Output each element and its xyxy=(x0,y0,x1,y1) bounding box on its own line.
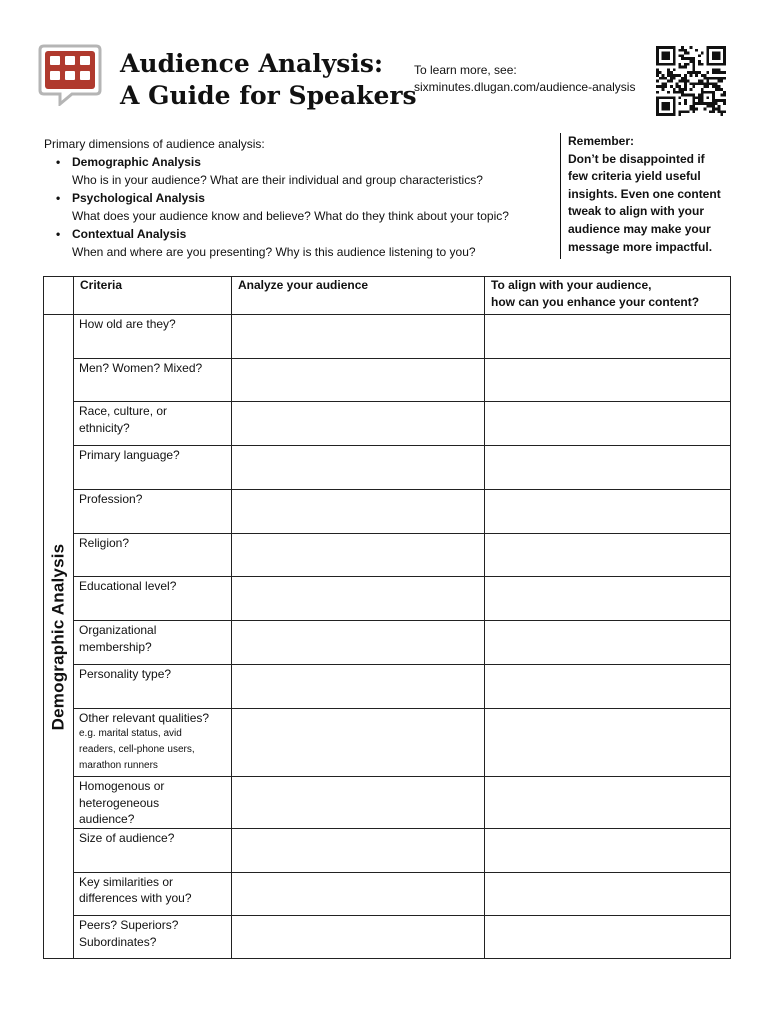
analyze-cell[interactable] xyxy=(232,709,483,776)
criteria-text: audience? xyxy=(79,812,135,827)
criteria-text: How old are they? xyxy=(79,317,176,331)
analyze-header-line: Analyze your audience xyxy=(238,278,369,292)
criteria-note: marathon runners xyxy=(79,760,158,772)
analyze-cell[interactable] xyxy=(232,446,483,488)
criteria-cell xyxy=(79,830,229,847)
criteria-text: Religion? xyxy=(79,535,130,550)
dimension-description: Who is in your audience? What are their individual and group characteristics? xyxy=(72,173,483,187)
analyze-cell[interactable] xyxy=(232,534,483,576)
criteria-cell xyxy=(79,316,229,333)
dimension-item xyxy=(44,153,554,189)
remember-line: audience may make your xyxy=(568,221,711,236)
analyze-cell[interactable] xyxy=(232,402,483,444)
dimension-description: When and where are you presenting? Why is this audience listening to you? xyxy=(72,245,476,259)
criteria-cell xyxy=(79,666,229,683)
remember-line: insights. Even one content xyxy=(568,186,721,201)
enhance-cell[interactable] xyxy=(485,446,730,488)
criteria-cell xyxy=(79,778,229,828)
column-divider xyxy=(73,276,74,959)
criteria-text: Other relevant qualities? xyxy=(79,710,210,725)
analyze-cell[interactable] xyxy=(232,873,483,915)
criteria-text: Organizational xyxy=(79,623,157,638)
enhance-cell[interactable] xyxy=(485,577,730,619)
enhance-cell[interactable] xyxy=(485,665,730,707)
dimensions-intro: Primary dimensions of audience analysis: xyxy=(44,137,265,151)
remember-line: few criteria yield useful xyxy=(568,169,701,184)
analyze-cell[interactable] xyxy=(232,359,483,401)
learn-more-label: To learn more, see: xyxy=(414,63,517,77)
bullet-icon: • xyxy=(56,191,61,205)
criteria-text: membership? xyxy=(79,639,152,654)
remember-title: Remember: xyxy=(568,134,635,148)
criteria-text: Men? Women? Mixed? xyxy=(79,360,203,375)
enhance-cell[interactable] xyxy=(485,490,730,532)
audience-analysis-table xyxy=(43,276,731,959)
align-header-line: how can you enhance your content? xyxy=(491,294,700,309)
analyze-cell[interactable] xyxy=(232,315,483,357)
criteria-text: Personality type? xyxy=(79,666,172,681)
align-header xyxy=(491,277,699,310)
criteria-header-line: Criteria xyxy=(80,278,123,292)
enhance-cell[interactable] xyxy=(485,315,730,357)
remember-note xyxy=(560,133,732,259)
remember-line: tweak to align with your xyxy=(568,204,705,219)
criteria-text: Subordinates? xyxy=(79,934,157,949)
enhance-cell[interactable] xyxy=(485,916,730,958)
analyze-cell[interactable] xyxy=(232,621,483,663)
enhance-cell[interactable] xyxy=(485,621,730,663)
criteria-text: Race, culture, or xyxy=(79,404,168,419)
criteria-cell xyxy=(79,917,229,950)
criteria-text: Homogenous or xyxy=(79,779,165,794)
dimension-description: What does your audience know and believe? What do they think about your topic? xyxy=(72,209,509,223)
analyze-cell[interactable] xyxy=(232,665,483,707)
analyze-cell[interactable] xyxy=(232,490,483,532)
bullet-icon: • xyxy=(56,227,61,241)
criteria-cell xyxy=(79,447,229,464)
criteria-text: Educational level? xyxy=(79,579,177,594)
criteria-note: readers, cell-phone users, xyxy=(79,744,195,756)
criteria-note: e.g. marital status, avid xyxy=(79,728,182,740)
enhance-cell[interactable] xyxy=(485,873,730,915)
enhance-cell[interactable] xyxy=(485,709,730,776)
dimension-item xyxy=(44,189,554,225)
page-title xyxy=(120,48,417,112)
title-line-1: Audience Analysis: xyxy=(120,49,384,78)
remember-line: message more impactful. xyxy=(568,239,713,254)
enhance-cell[interactable] xyxy=(485,359,730,401)
enhance-cell[interactable] xyxy=(485,402,730,444)
criteria-text: Key similarities or xyxy=(79,874,174,889)
analyze-cell[interactable] xyxy=(232,916,483,958)
learn-more-url[interactable]: sixminutes.dlugan.com/audience-analysis xyxy=(414,80,636,94)
remember-line: Don’t be disappointed if xyxy=(568,151,705,166)
criteria-text: Primary language? xyxy=(79,448,180,463)
dimension-name: Psychological Analysis xyxy=(72,191,205,205)
analyze-header xyxy=(238,277,368,294)
learn-more xyxy=(414,62,635,96)
criteria-cell xyxy=(79,578,229,595)
dimensions-list xyxy=(44,135,554,261)
criteria-cell xyxy=(79,491,229,508)
speech-bubble-grid-icon xyxy=(38,44,102,106)
criteria-text: ethnicity? xyxy=(79,420,130,435)
analyze-cell[interactable] xyxy=(232,777,483,827)
enhance-cell[interactable] xyxy=(485,829,730,871)
criteria-text: differences with you? xyxy=(79,891,192,906)
qr-code-icon xyxy=(656,46,726,116)
analyze-cell[interactable] xyxy=(232,577,483,619)
criteria-cell xyxy=(79,360,229,377)
criteria-text: Peers? Superiors? xyxy=(79,918,179,933)
align-header-line: To align with your audience, xyxy=(491,278,652,292)
section-label xyxy=(43,314,73,959)
title-line-2: A Guide for Speakers xyxy=(120,81,417,110)
criteria-cell xyxy=(79,403,229,436)
criteria-header xyxy=(80,277,122,294)
enhance-cell[interactable] xyxy=(485,777,730,827)
dimension-name: Demographic Analysis xyxy=(72,155,201,169)
dimension-item xyxy=(44,225,554,261)
criteria-cell xyxy=(79,710,229,775)
bullet-icon: • xyxy=(56,155,61,169)
criteria-text: heterogeneous xyxy=(79,795,160,810)
enhance-cell[interactable] xyxy=(485,534,730,576)
criteria-cell xyxy=(79,535,229,552)
criteria-cell xyxy=(79,874,229,907)
section-label-text: Demographic Analysis xyxy=(48,543,67,730)
criteria-text: Size of audience? xyxy=(79,830,175,845)
criteria-text: Profession? xyxy=(79,491,143,506)
dimension-name: Contextual Analysis xyxy=(72,227,187,241)
criteria-cell xyxy=(79,622,229,655)
analyze-cell[interactable] xyxy=(232,829,483,871)
